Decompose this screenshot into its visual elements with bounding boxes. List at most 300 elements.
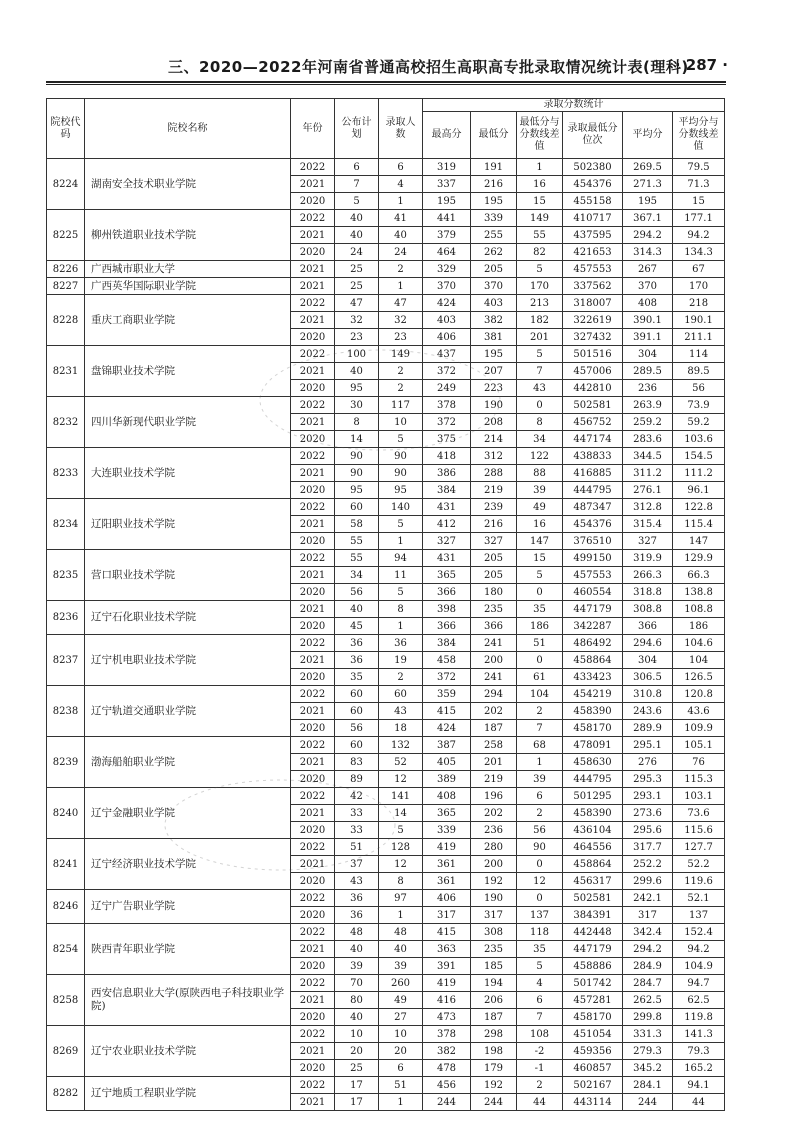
cell-min: 298 <box>471 1026 517 1043</box>
cell-min: 194 <box>471 975 517 992</box>
cell-avg: 312.8 <box>623 499 673 516</box>
cell-min: 200 <box>471 652 517 669</box>
cell-rank: 447174 <box>563 431 623 448</box>
table-row <box>47 686 725 703</box>
school-code: 8237 <box>47 635 85 686</box>
cell-admitted: 10 <box>379 1026 423 1043</box>
table-row <box>47 210 725 227</box>
cell-min: 241 <box>471 635 517 652</box>
cell-min: 244 <box>471 1094 517 1111</box>
cell-rank: 342287 <box>563 618 623 635</box>
cell-admitted: 24 <box>379 244 423 261</box>
cell-max: 359 <box>423 686 471 703</box>
cell-plan: 34 <box>335 567 379 584</box>
cell-rank: 458390 <box>563 805 623 822</box>
cell-min: 192 <box>471 1077 517 1094</box>
cell-max: 378 <box>423 1026 471 1043</box>
school-name: 渤海船舶职业学院 <box>85 737 291 788</box>
table-body <box>47 159 725 1111</box>
cell-avg-diff: 94.2 <box>673 941 725 958</box>
cell-min-diff: 122 <box>517 448 563 465</box>
cell-rank: 444795 <box>563 771 623 788</box>
cell-admitted: 36 <box>379 635 423 652</box>
cell-rank: 437595 <box>563 227 623 244</box>
cell-max: 415 <box>423 924 471 941</box>
school-code: 8227 <box>47 278 85 295</box>
cell-rank: 421653 <box>563 244 623 261</box>
cell-avg-diff: 89.5 <box>673 363 725 380</box>
cell-rank: 486492 <box>563 635 623 652</box>
cell-avg-diff: 177.1 <box>673 210 725 227</box>
cell-avg: 289.5 <box>623 363 673 380</box>
cell-max: 379 <box>423 227 471 244</box>
cell-plan: 83 <box>335 754 379 771</box>
cell-year: 2020 <box>291 244 335 261</box>
cell-year: 2021 <box>291 1094 335 1111</box>
header-rule-thin <box>46 84 726 85</box>
cell-rank: 442448 <box>563 924 623 941</box>
cell-avg-diff: 190.1 <box>673 312 725 329</box>
cell-admitted: 14 <box>379 805 423 822</box>
school-name: 陕西青年职业学院 <box>85 924 291 975</box>
cell-avg: 317 <box>623 907 673 924</box>
cell-rank: 502581 <box>563 890 623 907</box>
cell-min-diff: 12 <box>517 873 563 890</box>
cell-avg-diff: 103.1 <box>673 788 725 805</box>
cell-rank: 447179 <box>563 941 623 958</box>
cell-admitted: 97 <box>379 890 423 907</box>
cell-rank: 487347 <box>563 499 623 516</box>
cell-year: 2020 <box>291 1009 335 1026</box>
cell-admitted: 141 <box>379 788 423 805</box>
cell-max: 389 <box>423 771 471 788</box>
cell-min-diff: 16 <box>517 516 563 533</box>
cell-min-diff: 7 <box>517 720 563 737</box>
cell-year: 2021 <box>291 941 335 958</box>
cell-year: 2021 <box>291 754 335 771</box>
cell-avg: 263.9 <box>623 397 673 414</box>
cell-avg-diff: 105.1 <box>673 737 725 754</box>
cell-plan: 17 <box>335 1094 379 1111</box>
cell-max: 382 <box>423 1043 471 1060</box>
cell-avg: 304 <box>623 652 673 669</box>
school-name: 广西城市职业大学 <box>85 261 291 278</box>
cell-max: 473 <box>423 1009 471 1026</box>
cell-avg: 262.5 <box>623 992 673 1009</box>
cell-min: 200 <box>471 856 517 873</box>
cell-admitted: 1 <box>379 1094 423 1111</box>
cell-rank: 443114 <box>563 1094 623 1111</box>
cell-plan: 36 <box>335 635 379 652</box>
cell-avg-diff: 71.3 <box>673 176 725 193</box>
cell-plan: 7 <box>335 176 379 193</box>
school-name: 辽宁经济职业技术学院 <box>85 839 291 890</box>
cell-avg-diff: 111.2 <box>673 465 725 482</box>
cell-year: 2021 <box>291 567 335 584</box>
cell-min-diff: 201 <box>517 329 563 346</box>
cell-avg: 366 <box>623 618 673 635</box>
cell-plan: 40 <box>335 363 379 380</box>
school-code: 8238 <box>47 686 85 737</box>
cell-rank: 454376 <box>563 516 623 533</box>
cell-min: 255 <box>471 227 517 244</box>
school-code: 8258 <box>47 975 85 1026</box>
cell-admitted: 27 <box>379 1009 423 1026</box>
cell-min-diff: 88 <box>517 465 563 482</box>
cell-avg: 318.8 <box>623 584 673 601</box>
cell-min-diff: -2 <box>517 1043 563 1060</box>
cell-admitted: 2 <box>379 669 423 686</box>
cell-avg: 289.9 <box>623 720 673 737</box>
cell-plan: 89 <box>335 771 379 788</box>
cell-max: 424 <box>423 720 471 737</box>
cell-rank: 454219 <box>563 686 623 703</box>
cell-plan: 42 <box>335 788 379 805</box>
cell-avg-diff: 129.9 <box>673 550 725 567</box>
cell-min: 366 <box>471 618 517 635</box>
cell-min-diff: 44 <box>517 1094 563 1111</box>
cell-rank: 457281 <box>563 992 623 1009</box>
cell-avg: 269.5 <box>623 159 673 176</box>
cell-min: 205 <box>471 261 517 278</box>
cell-avg-diff: 109.9 <box>673 720 725 737</box>
cell-plan: 40 <box>335 210 379 227</box>
cell-avg: 273.6 <box>623 805 673 822</box>
cell-plan: 80 <box>335 992 379 1009</box>
cell-rank: 457006 <box>563 363 623 380</box>
cell-max: 317 <box>423 907 471 924</box>
cell-plan: 30 <box>335 397 379 414</box>
cell-plan: 35 <box>335 669 379 686</box>
cell-admitted: 260 <box>379 975 423 992</box>
cell-max: 441 <box>423 210 471 227</box>
cell-avg: 314.3 <box>623 244 673 261</box>
cell-plan: 90 <box>335 448 379 465</box>
cell-year: 2022 <box>291 890 335 907</box>
cell-admitted: 10 <box>379 414 423 431</box>
cell-admitted: 1 <box>379 278 423 295</box>
cell-min: 370 <box>471 278 517 295</box>
cell-admitted: 49 <box>379 992 423 1009</box>
cell-year: 2021 <box>291 652 335 669</box>
cell-min-diff: 34 <box>517 431 563 448</box>
cell-year: 2020 <box>291 533 335 550</box>
cell-max: 424 <box>423 295 471 312</box>
cell-year: 2020 <box>291 193 335 210</box>
table-row <box>47 550 725 567</box>
cell-year: 2022 <box>291 839 335 856</box>
cell-avg-diff: 73.6 <box>673 805 725 822</box>
cell-avg: 294.2 <box>623 941 673 958</box>
cell-max: 464 <box>423 244 471 261</box>
cell-min-diff: -1 <box>517 1060 563 1077</box>
cell-avg: 299.8 <box>623 1009 673 1026</box>
cell-rank: 456317 <box>563 873 623 890</box>
school-code: 8228 <box>47 295 85 346</box>
cell-avg-diff: 79.5 <box>673 159 725 176</box>
cell-min: 180 <box>471 584 517 601</box>
cell-avg-diff: 76 <box>673 754 725 771</box>
header-avg: 平均分 <box>623 112 673 159</box>
cell-min: 241 <box>471 669 517 686</box>
cell-plan: 6 <box>335 159 379 176</box>
cell-admitted: 1 <box>379 618 423 635</box>
cell-min-diff: 170 <box>517 278 563 295</box>
page-header <box>168 56 728 78</box>
cell-admitted: 8 <box>379 601 423 618</box>
cell-max: 363 <box>423 941 471 958</box>
table-row <box>47 788 725 805</box>
cell-avg: 244 <box>623 1094 673 1111</box>
cell-min: 219 <box>471 482 517 499</box>
cell-min: 223 <box>471 380 517 397</box>
cell-max: 405 <box>423 754 471 771</box>
cell-rank: 478091 <box>563 737 623 754</box>
cell-avg-diff: 138.8 <box>673 584 725 601</box>
cell-year: 2020 <box>291 873 335 890</box>
cell-avg: 327 <box>623 533 673 550</box>
cell-year: 2022 <box>291 346 335 363</box>
cell-max: 365 <box>423 567 471 584</box>
school-code: 8232 <box>47 397 85 448</box>
cell-avg: 271.3 <box>623 176 673 193</box>
cell-rank: 502581 <box>563 397 623 414</box>
cell-year: 2021 <box>291 278 335 295</box>
school-name: 湖南安全技术职业学院 <box>85 159 291 210</box>
cell-min: 187 <box>471 720 517 737</box>
header-max: 最高分 <box>423 112 471 159</box>
page-title: 三、2020—2022年河南省普通高校招生高职高专批录取情况统计表(理科) <box>168 58 689 76</box>
cell-avg: 267 <box>623 261 673 278</box>
cell-avg-diff: 44 <box>673 1094 725 1111</box>
cell-avg-diff: 52.2 <box>673 856 725 873</box>
cell-min-diff: 2 <box>517 1077 563 1094</box>
cell-min-diff: 51 <box>517 635 563 652</box>
cell-avg: 370 <box>623 278 673 295</box>
cell-avg-diff: 66.3 <box>673 567 725 584</box>
cell-max: 361 <box>423 873 471 890</box>
cell-avg: 252.2 <box>623 856 673 873</box>
school-code: 8225 <box>47 210 85 261</box>
cell-max: 366 <box>423 618 471 635</box>
cell-admitted: 18 <box>379 720 423 737</box>
cell-avg: 295.3 <box>623 771 673 788</box>
cell-avg: 284.1 <box>623 1077 673 1094</box>
school-name: 辽宁机电职业技术学院 <box>85 635 291 686</box>
cell-max: 458 <box>423 652 471 669</box>
cell-admitted: 149 <box>379 346 423 363</box>
cell-admitted: 1 <box>379 533 423 550</box>
cell-max: 391 <box>423 958 471 975</box>
cell-max: 372 <box>423 669 471 686</box>
cell-min: 185 <box>471 958 517 975</box>
cell-avg: 319.9 <box>623 550 673 567</box>
cell-avg-diff: 115.3 <box>673 771 725 788</box>
cell-plan: 32 <box>335 312 379 329</box>
cell-avg-diff: 94.7 <box>673 975 725 992</box>
cell-avg-diff: 165.2 <box>673 1060 725 1077</box>
cell-year: 2020 <box>291 329 335 346</box>
cell-max: 419 <box>423 975 471 992</box>
school-code: 8233 <box>47 448 85 499</box>
cell-rank: 384391 <box>563 907 623 924</box>
cell-avg: 276 <box>623 754 673 771</box>
cell-avg: 304 <box>623 346 673 363</box>
cell-min: 219 <box>471 771 517 788</box>
cell-year: 2022 <box>291 686 335 703</box>
cell-rank: 459356 <box>563 1043 623 1060</box>
header-admitted: 录取人数 <box>379 99 423 159</box>
cell-rank: 458864 <box>563 856 623 873</box>
cell-avg-diff: 134.3 <box>673 244 725 261</box>
school-name: 重庆工商职业学院 <box>85 295 291 346</box>
school-name: 营口职业技术学院 <box>85 550 291 601</box>
cell-min: 262 <box>471 244 517 261</box>
cell-year: 2020 <box>291 431 335 448</box>
cell-rank: 457553 <box>563 567 623 584</box>
cell-admitted: 12 <box>379 771 423 788</box>
cell-admitted: 11 <box>379 567 423 584</box>
cell-min-diff: 118 <box>517 924 563 941</box>
cell-avg-diff: 152.4 <box>673 924 725 941</box>
cell-admitted: 60 <box>379 686 423 703</box>
cell-max: 365 <box>423 805 471 822</box>
cell-rank: 376510 <box>563 533 623 550</box>
cell-year: 2022 <box>291 1026 335 1043</box>
table-row <box>47 159 725 176</box>
cell-year: 2022 <box>291 159 335 176</box>
cell-admitted: 43 <box>379 703 423 720</box>
cell-avg-diff: 104.9 <box>673 958 725 975</box>
header-code: 院校代码 <box>47 99 85 159</box>
table-row <box>47 499 725 516</box>
cell-avg-diff: 67 <box>673 261 725 278</box>
cell-max: 398 <box>423 601 471 618</box>
cell-avg-diff: 94.2 <box>673 227 725 244</box>
cell-rank: 460554 <box>563 584 623 601</box>
cell-admitted: 5 <box>379 516 423 533</box>
cell-admitted: 39 <box>379 958 423 975</box>
cell-plan: 60 <box>335 686 379 703</box>
cell-min: 382 <box>471 312 517 329</box>
cell-avg-diff: 104 <box>673 652 725 669</box>
cell-year: 2021 <box>291 465 335 482</box>
cell-avg-diff: 56 <box>673 380 725 397</box>
school-name: 辽宁金融职业学院 <box>85 788 291 839</box>
cell-plan: 8 <box>335 414 379 431</box>
cell-avg-diff: 96.1 <box>673 482 725 499</box>
cell-min-diff: 68 <box>517 737 563 754</box>
table-row <box>47 278 725 295</box>
cell-rank: 451054 <box>563 1026 623 1043</box>
cell-min-diff: 137 <box>517 907 563 924</box>
cell-min-diff: 15 <box>517 193 563 210</box>
cell-rank: 464556 <box>563 839 623 856</box>
cell-rank: 458170 <box>563 720 623 737</box>
cell-min-diff: 56 <box>517 822 563 839</box>
cell-min-diff: 104 <box>517 686 563 703</box>
cell-max: 319 <box>423 159 471 176</box>
cell-avg: 342.4 <box>623 924 673 941</box>
cell-avg-diff: 186 <box>673 618 725 635</box>
cell-year: 2022 <box>291 210 335 227</box>
cell-plan: 36 <box>335 890 379 907</box>
cell-rank: 410717 <box>563 210 623 227</box>
cell-admitted: 1 <box>379 193 423 210</box>
cell-max: 337 <box>423 176 471 193</box>
school-name: 辽宁地质工程职业学院 <box>85 1077 291 1111</box>
cell-avg: 283.6 <box>623 431 673 448</box>
cell-avg-diff: 73.9 <box>673 397 725 414</box>
cell-min: 179 <box>471 1060 517 1077</box>
table-row <box>47 737 725 754</box>
cell-plan: 14 <box>335 431 379 448</box>
table-row <box>47 635 725 652</box>
cell-year: 2021 <box>291 312 335 329</box>
cell-avg-diff: 52.1 <box>673 890 725 907</box>
cell-admitted: 128 <box>379 839 423 856</box>
cell-avg-diff: 120.8 <box>673 686 725 703</box>
cell-plan: 36 <box>335 907 379 924</box>
school-code: 8282 <box>47 1077 85 1111</box>
cell-min-diff: 6 <box>517 992 563 1009</box>
cell-max: 378 <box>423 397 471 414</box>
cell-avg-diff: 127.7 <box>673 839 725 856</box>
cell-min: 202 <box>471 703 517 720</box>
cell-avg: 266.3 <box>623 567 673 584</box>
school-code: 8246 <box>47 890 85 924</box>
cell-admitted: 5 <box>379 822 423 839</box>
cell-min-diff: 2 <box>517 805 563 822</box>
cell-rank: 460857 <box>563 1060 623 1077</box>
cell-max: 327 <box>423 533 471 550</box>
cell-avg-diff: 126.5 <box>673 669 725 686</box>
cell-avg-diff: 79.3 <box>673 1043 725 1060</box>
cell-avg: 259.2 <box>623 414 673 431</box>
cell-min-diff: 6 <box>517 788 563 805</box>
page-number: · 287 · <box>674 56 728 74</box>
cell-admitted: 23 <box>379 329 423 346</box>
cell-min-diff: 90 <box>517 839 563 856</box>
cell-plan: 33 <box>335 822 379 839</box>
school-code: 8234 <box>47 499 85 550</box>
cell-min-diff: 0 <box>517 397 563 414</box>
cell-min-diff: 0 <box>517 652 563 669</box>
cell-rank: 458390 <box>563 703 623 720</box>
cell-max: 419 <box>423 839 471 856</box>
cell-min: 202 <box>471 805 517 822</box>
cell-min: 235 <box>471 941 517 958</box>
cell-admitted: 94 <box>379 550 423 567</box>
cell-max: 370 <box>423 278 471 295</box>
school-code: 8254 <box>47 924 85 975</box>
cell-avg: 317.7 <box>623 839 673 856</box>
cell-avg: 295.6 <box>623 822 673 839</box>
cell-min-diff: 0 <box>517 584 563 601</box>
table-row <box>47 346 725 363</box>
cell-min: 205 <box>471 567 517 584</box>
cell-max: 431 <box>423 499 471 516</box>
cell-rank: 457553 <box>563 261 623 278</box>
cell-plan: 25 <box>335 261 379 278</box>
cell-admitted: 20 <box>379 1043 423 1060</box>
cell-rank: 444795 <box>563 482 623 499</box>
cell-min: 239 <box>471 499 517 516</box>
cell-min: 294 <box>471 686 517 703</box>
cell-min-diff: 7 <box>517 363 563 380</box>
cell-admitted: 2 <box>379 380 423 397</box>
cell-rank: 438833 <box>563 448 623 465</box>
